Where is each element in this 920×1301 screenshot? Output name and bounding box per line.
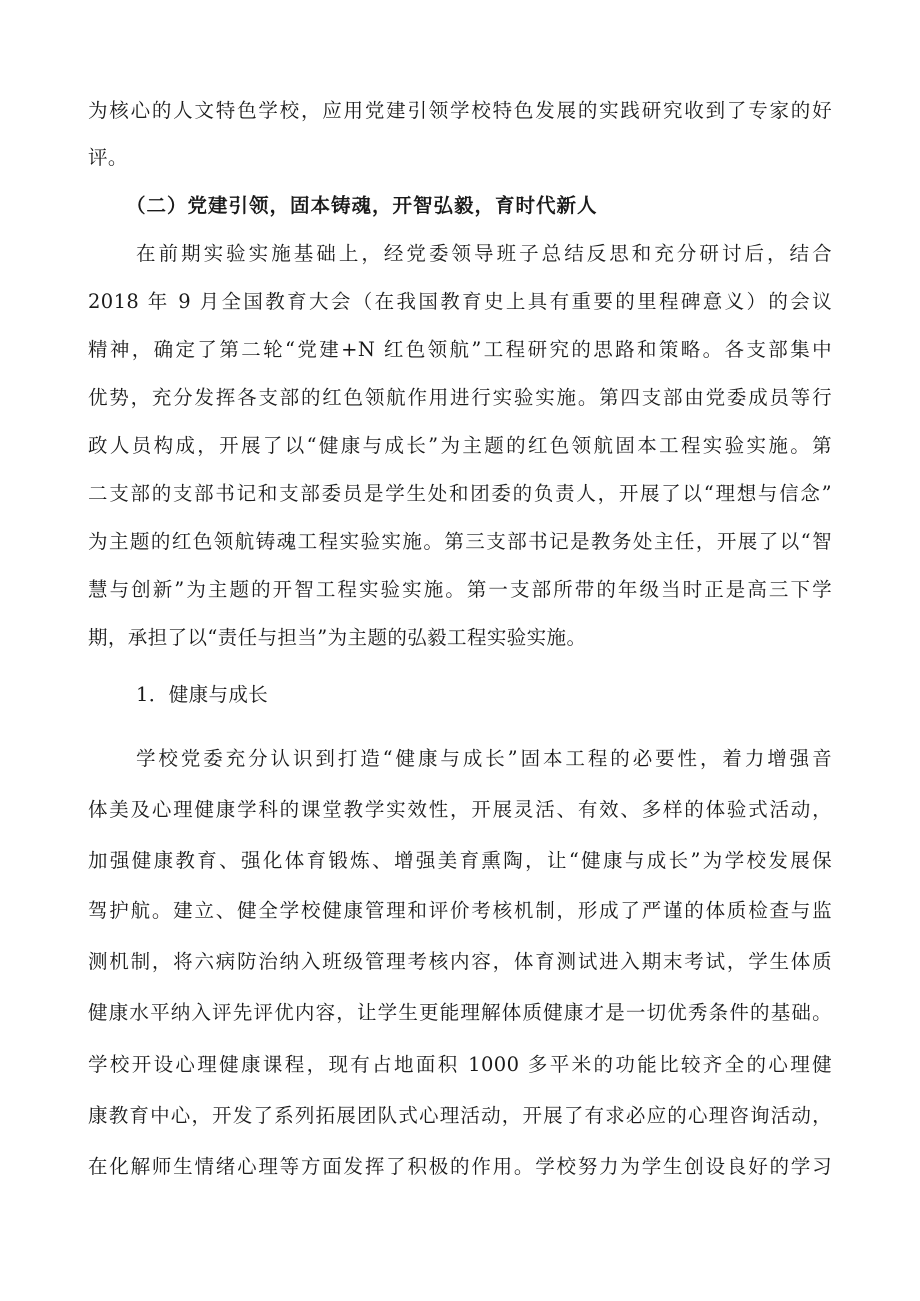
text-line: 2018 年 9 月全国教育大会（在我国教育史上具有重要的里程碑意义）的会议 [88, 290, 832, 313]
text-line: 政人员构成，开展了以“健康与成长”为主题的红色领航固本工程实验实施。第 [88, 434, 832, 457]
text-line: 学校党委充分认识到打造“健康与成长”固本工程的必要性，着力增强音 [136, 747, 832, 770]
subsection-heading: 1．健康与成长 [136, 683, 269, 706]
text-line: 健康水平纳入评先评优内容，让学生更能理解体质健康才是一切优秀条件的基础。 [88, 1001, 832, 1024]
text-line: 学校开设心理健康课程，现有占地面积 1000 多平米的功能比较齐全的心理健 [88, 1053, 832, 1076]
text-line: 康教育中心，开发了系列拓展团队式心理活动，开展了有求必应的心理咨询活动， [88, 1104, 832, 1127]
text-line: 优势，充分发挥各支部的红色领航作用进行实验实施。第四支部由党委成员等行 [88, 386, 832, 409]
text-line: 精神，确定了第二轮“党建+N 红色领航”工程研究的思路和策略。各支部集中 [88, 338, 832, 361]
text-line: 慧与创新”为主题的开智工程实验实施。第一支部所带的年级当时正是高三下学 [88, 578, 832, 601]
text-line: 为主题的红色领航铸魂工程实验实施。第三支部书记是教务处主任，开展了以“智 [88, 530, 832, 553]
text-line: 驾护航。建立、健全学校健康管理和评价考核机制，形成了严谨的体质检查与监 [88, 899, 832, 922]
text-line: 在前期实验实施基础上，经党委领导班子总结反思和充分研讨后，结合 [136, 242, 832, 265]
section-heading: （二）党建引领，固本铸魂，开智弘毅，育时代新人 [126, 194, 598, 217]
text-line: 期，承担了以“责任与担当”为主题的弘毅工程实验实施。 [88, 626, 587, 649]
text-line: 为核心的人文特色学校，应用党建引领学校特色发展的实践研究收到了专家的好 [88, 99, 832, 122]
text-line: 测机制，将六病防治纳入班级管理考核内容，体育测试进入期末考试，学生体质 [88, 950, 832, 973]
text-line: 在化解师生情绪心理等方面发挥了积极的作用。学校努力为学生创设良好的学习 [88, 1155, 832, 1178]
text-line: 二支部的支部书记和支部委员是学生处和团委的负责人，开展了以“理想与信念” [88, 482, 832, 505]
text-line: 体美及心理健康学科的课堂教学实效性，开展灵活、有效、多样的体验式活动， [88, 798, 832, 821]
text-line: 加强健康教育、强化体育锻炼、增强美育熏陶，让“健康与成长”为学校发展保 [88, 849, 832, 872]
text-line: 评。 [88, 146, 128, 169]
